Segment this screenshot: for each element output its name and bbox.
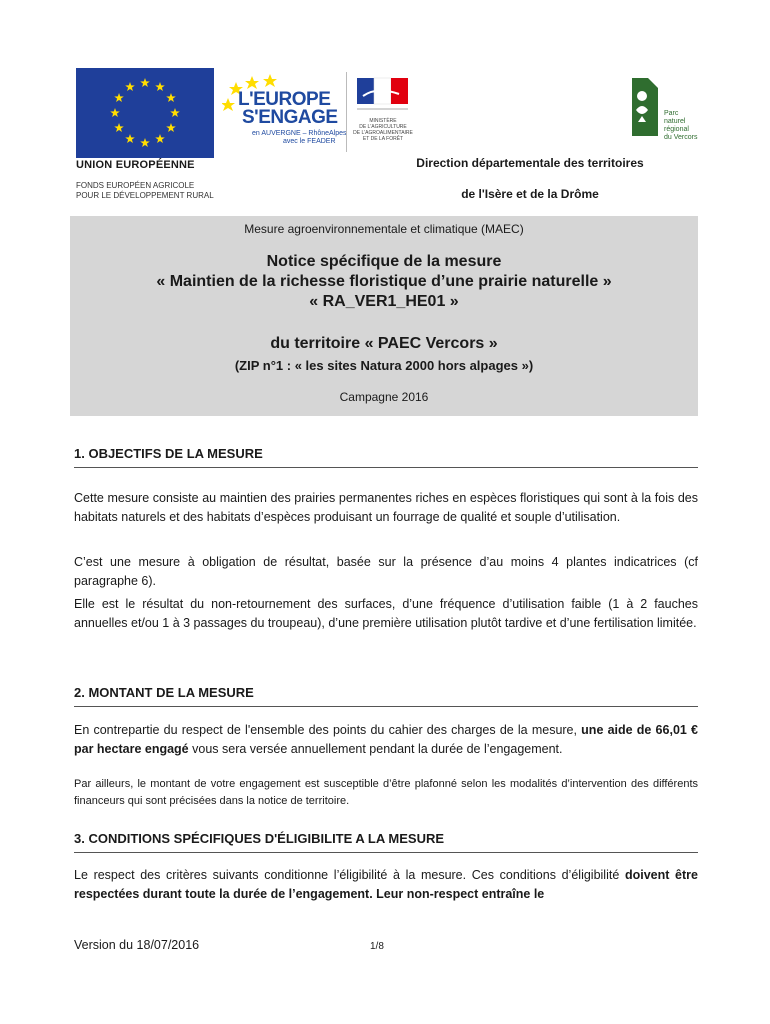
section-1-paragraph-1: Cette mesure consiste au maintien des prairies permanentes riches en espèces floristiques qui sont à la fois des habitats naturels et des habitats d’espèces produisant un fourrage de qualité et souple d’utilisation.: [74, 491, 698, 524]
measure-type: Mesure agroenvironnementale et climatique (MAEC): [244, 222, 524, 236]
ddt-line-2: de l'Isère et de la Drôme: [461, 187, 599, 201]
section-2-heading: 2. MONTANT DE LA MESURE: [74, 685, 698, 707]
section-3-paragraph-1: Le respect des critères suivants conditionne l’éligibilité à la mesure. Ces conditions d’éligibilité doivent être respectées durant toute la durée de l’engagement. Leur non-respect entraîne le: [74, 868, 698, 901]
notice-title: Notice spécifique de la mesure « Maintien de la richesse floristique d’une prairie naturelle » « RA_VER1_HE01 »: [156, 253, 612, 310]
notice-header-box: [70, 216, 698, 416]
ministry-text: MINISTÈRE DE L'AGRICULTURE DE L'AGROALIMENTAIRE ET DE LA FORÊT: [353, 118, 413, 142]
section-1-heading: 1. OBJECTIFS DE LA MESURE: [74, 446, 698, 468]
territory-title: du territoire « PAEC Vercors »: [270, 335, 498, 352]
section-1-paragraph-2: C’est une mesure à obligation de résultat, basée sur la présence d’au moins 4 plantes indicatrices (cf paragraphe 6).: [74, 555, 698, 588]
eu-flag-logo: [76, 68, 214, 158]
engage-line-1: L'EUROPE: [238, 89, 331, 110]
section-2-paragraph-1: En contrepartie du respect de l'ensemble des points du cahier des charges de la mesure, une aide de 66,01 € par hectare engagé vous sera versée annuellement pendant la durée de l’engagement.: [74, 723, 698, 756]
engage-line-4: avec le FEADER: [283, 138, 336, 145]
section-1-paragraph-3: Elle est le résultat du non-retournement des surfaces, d’une fréquence d’utilisation faible (1 à 2 fauches annuelles et/ou 1 à 3 passages du troupeau), d’une première utilisation plutôt tardive et d’une fertilisation limitée.: [74, 597, 698, 630]
engage-line-2: S'ENGAGE: [242, 107, 338, 128]
page-number: 1/8: [370, 941, 384, 952]
parc-text: Parc naturel régional du Vercors: [664, 110, 698, 141]
section-2-paragraph-2: Par ailleurs, le montant de votre engagement est susceptible d’être plafonné selon les modalités d’intervention des différents financeurs qui sont précisées dans la notice de territoire.: [74, 778, 698, 807]
zip-subtitle: (ZIP n°1 : « les sites Natura 2000 hors alpages »): [234, 358, 534, 373]
ddt-line-1: Direction départementale des territoires: [416, 156, 644, 170]
eu-title: UNION EUROPÉENNE: [76, 159, 195, 171]
engage-line-3: en AUVERGNE – RhôneAlpes: [252, 130, 347, 137]
campaign-label: Campagne 2016: [339, 390, 429, 404]
footer-version: Version du 18/07/2016: [74, 938, 200, 952]
section-3-heading: 3. CONDITIONS SPÉCIFIQUES D'ÉLIGIBILITE A LA MESURE: [74, 831, 698, 853]
eu-subtitle: FONDS EUROPÉEN AGRICOLE POUR LE DÉVELOPPEMENT RURAL: [76, 181, 214, 200]
